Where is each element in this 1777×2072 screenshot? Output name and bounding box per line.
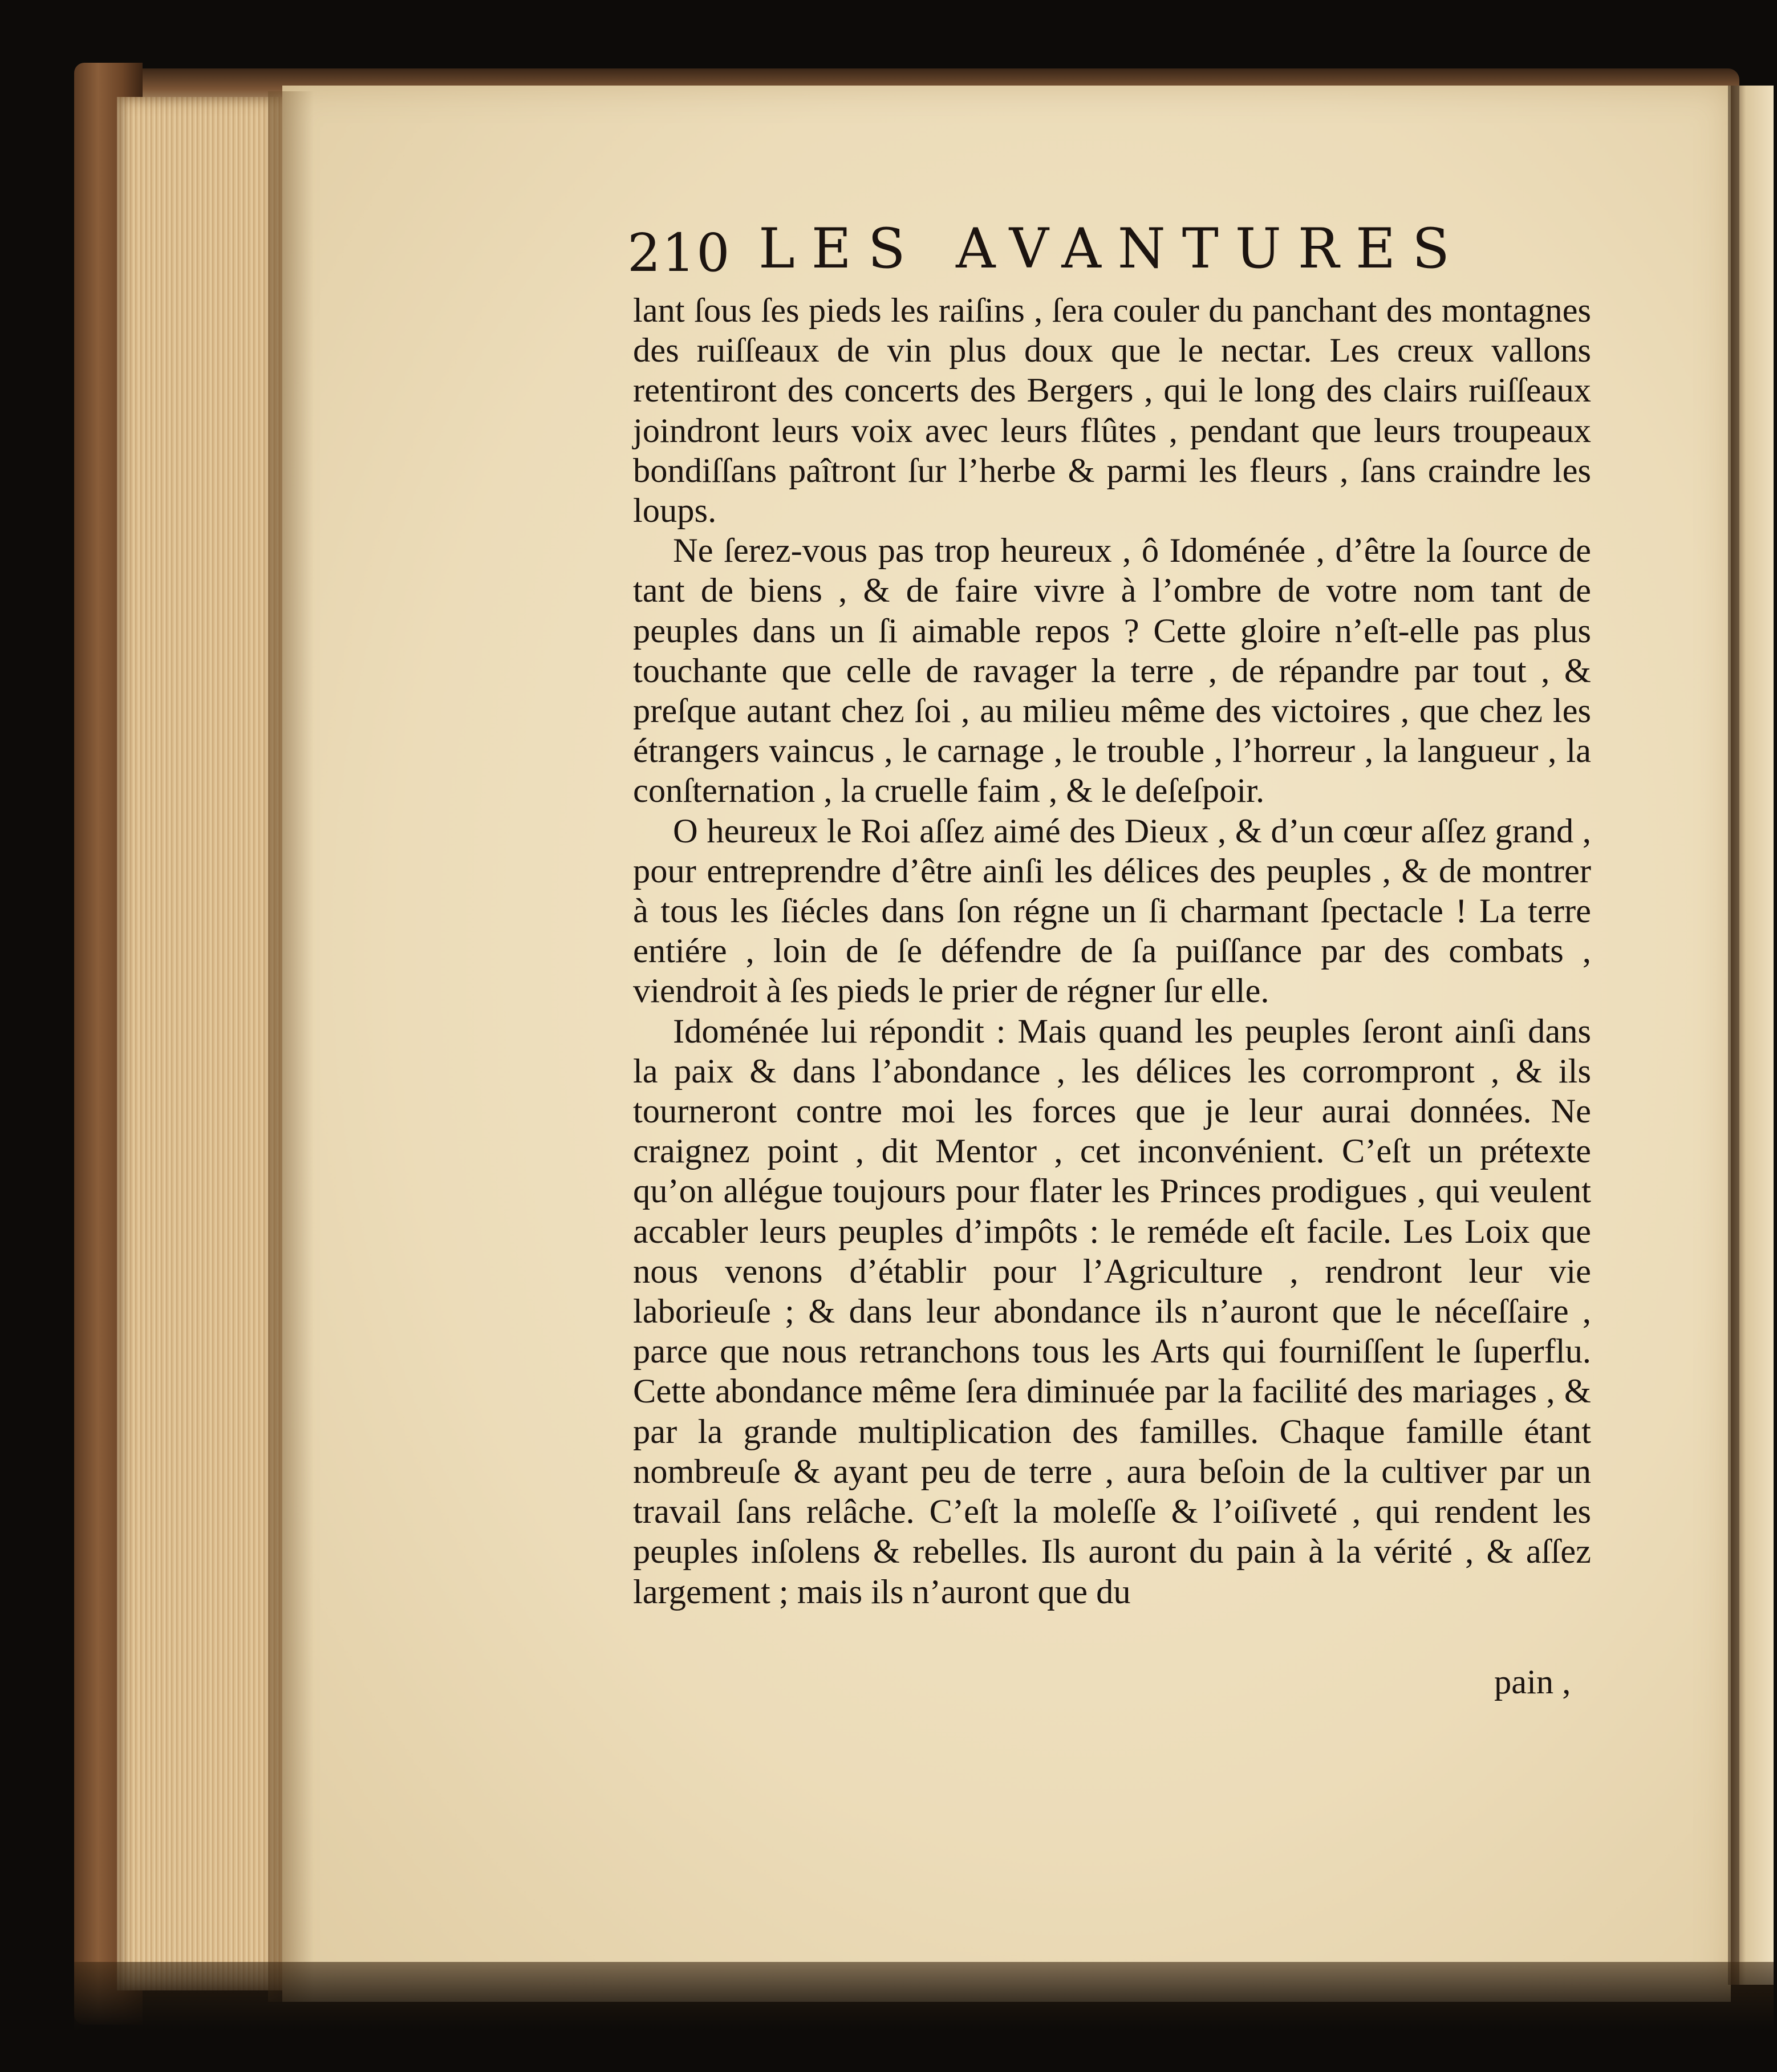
paragraph: O heureux le Roi aſſez aimé des Dieux , & d’un cœur aſſez grand , pour entreprendre d’être ainſi les délices des peuples , & de montrer à tous les ſiécles dans ſon régne un ſi charmant ſpectacle ! La terre entiére , loin de ſe défendre de ſa puiſſance par des combats , viendroit à ſes pieds le prier de régner ſur elle. bbox=[633, 812, 1591, 1011]
paragraph: Ne ſerez-vous pas trop heureux , ô Idoménée , d’être la ſource de tant de biens , & de faire vivre à l’ombre de votre nom tant de peuples dans un ſi aimable repos ? Cette gloire n’eſt-elle pas plus touchante que celle de ravager la terre , de répandre par tout , & preſque autant chez ſoi , au milieu même des victoires , que chez les étrangers vaincus , le carnage , le trouble , l’horreur , la langueur , la conſternation , la cruelle faim , & le deſeſpoir. bbox=[633, 532, 1591, 810]
running-header bbox=[627, 217, 1471, 283]
page-fold-shadow bbox=[1728, 86, 1739, 1985]
page-edges bbox=[117, 97, 288, 1990]
body-text bbox=[633, 291, 1591, 1612]
page-number: 210 bbox=[627, 222, 731, 283]
catchword: pain , bbox=[1494, 1663, 1571, 1701]
gutter-shadow bbox=[268, 91, 314, 2002]
paragraph: lant ſous ſes pieds les raiſins , ſera couler du panchant des montagnes des ruiſſeaux de vin plus doux que le nectar. Les creux vallons retentiront des concerts des Bergers , qui le long des clairs ruiſſeaux joindront leurs voix avec leurs flûtes , pendant que leurs troupeaux bondiſſans paîtront ſur l’herbe & parmi les fleurs , ſans craindre les loups. bbox=[633, 291, 1591, 530]
paragraph: Idoménée lui répondit : Mais quand les peuples ſeront ainſi dans la paix & dans l’abondance , les délices les corrompront , & ils tourneront contre moi les forces que je leur aurai données. Ne craignez point , dit Mentor , cet inconvénient. C’eſt un prétexte qu’on allégue toujours pour flater les Princes prodigues , qui veulent accabler leurs peuples d’impôts : le reméde eſt facile. Les Loix que nous venons d’établir pour l’Agriculture , rendront leur vie laborieuſe ; & dans leur abondance ils n’auront que le néceſſaire , parce que nous retranchons tous les Arts qui fourniſſent le ſuperflu. Cette abondance même ſera diminuée par la facilité des mariages , & par la grande multiplication des familles. Chaque famille étant nombreuſe & ayant peu de terre , aura beſoin de la cultiver par un travail ſans relâche. C’eſt la moleſſe & l’oiſiveté , qui rendent les peuples inſolens & rebelles. Ils auront du pain à la vérité , & aſſez largement ; mais ils n’auront que du bbox=[633, 1012, 1591, 1611]
running-title: LES AVANTURES bbox=[758, 217, 1466, 281]
bottom-shadow bbox=[74, 1962, 1774, 2030]
